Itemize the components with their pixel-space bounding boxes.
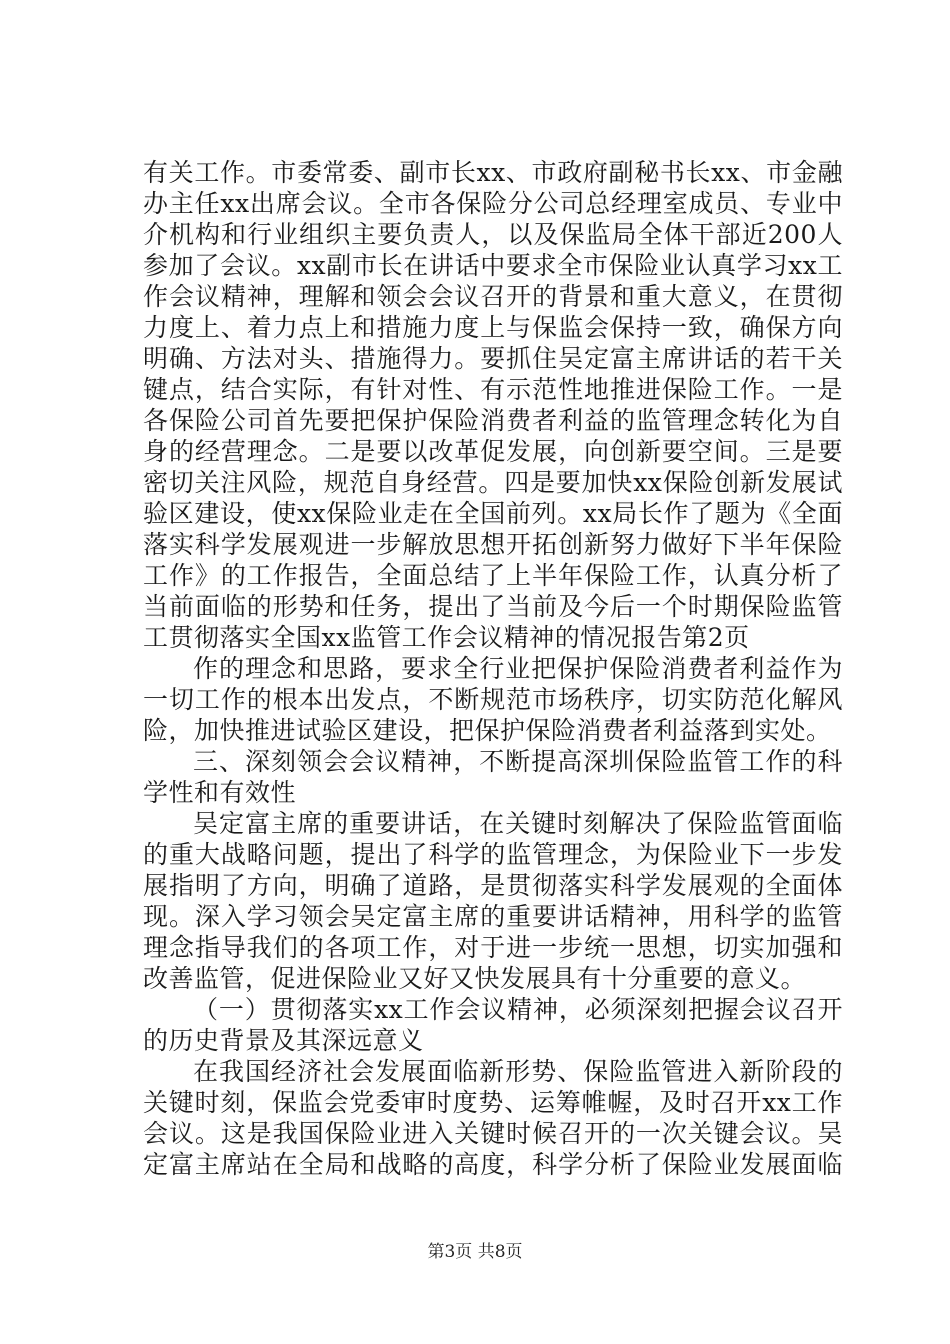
text-line: 改善监管，促进保险业又好又快发展具有十分重要的意义。: [143, 964, 807, 993]
text-line: 当前面临的形势和任务，提出了当前及今后一个时期保险监管: [143, 592, 843, 621]
subsection-heading-line: 的历史背景及其深远意义: [143, 1026, 424, 1055]
text-line: 键点，结合实际，有针对性、有示范性地推进保险工作。一是: [143, 375, 843, 404]
text-line: 工贯彻落实全国xx监管工作会议精神的情况报告第2页: [143, 623, 750, 652]
text-line: 身的经营理念。二是要以改革促发展，向创新要空间。三是要: [143, 437, 843, 466]
text-line: 险，加快推进试验区建设，把保护保险消费者利益落到实处。: [143, 716, 832, 745]
text-line: 展指明了方向，明确了道路，是贯彻落实科学发展观的全面体: [143, 871, 843, 900]
text-line: 作会议精神，理解和领会会议召开的背景和重大意义，在贯彻: [143, 282, 843, 311]
text-line: 有关工作。市委常委、副市长xx、市政府副秘书长xx、市金融: [143, 158, 843, 187]
section-heading-line: 学性和有效性: [143, 778, 297, 807]
text-line: 关键时刻，保监会党委审时度势、运筹帷幄，及时召开xx工作: [143, 1088, 843, 1117]
text-line: 参加了会议。xx副市长在讲话中要求全市保险业认真学习xx工: [143, 251, 843, 280]
text-line: 验区建设，使xx保险业走在全国前列。xx局长作了题为《全面: [143, 499, 843, 528]
text-line: 力度上、着力点上和措施力度上与保监会保持一致，确保方向: [143, 313, 843, 342]
page-footer: [0, 1241, 950, 1263]
text-line: 理念指导我们的各项工作，对于进一步统一思想，切实加强和: [143, 933, 843, 962]
text-line: 的重大战略问题，提出了科学的监管理念，为保险业下一步发: [143, 840, 843, 869]
text-line: 作的理念和思路，要求全行业把保护保险消费者利益作为: [193, 654, 843, 683]
text-line: 吴定富主席的重要讲话，在关键时刻解决了保险监管面临: [193, 809, 843, 838]
text-line: 会议。这是我国保险业进入关键时候召开的一次关键会议。吴: [143, 1119, 843, 1148]
text-line: 定富主席站在全局和战略的高度，科学分析了保险业发展面临: [143, 1150, 843, 1179]
text-line: 明确、方法对头、措施得力。要抓住吴定富主席讲话的若干关: [143, 344, 843, 373]
text-line: 介机构和行业组织主要负责人，以及保监局全体干部近200人: [143, 220, 843, 249]
document-body: [143, 157, 843, 1180]
page-number: 第3页 共8页: [427, 1242, 523, 1262]
text-line: 各保险公司首先要把保护保险消费者利益的监管理念转化为自: [143, 406, 843, 435]
text-line: 落实科学发展观进一步解放思想开拓创新努力做好下半年保险: [143, 530, 843, 559]
section-heading-line: 三、深刻领会会议精神，不断提高深圳保险监管工作的科: [193, 747, 843, 776]
text-line: 密切关注风险，规范自身经营。四是要加快xx保险创新发展试: [143, 468, 843, 497]
text-line: 在我国经济社会发展面临新形势、保险监管进入新阶段的: [193, 1057, 843, 1086]
text-line: 办主任xx出席会议。全市各保险分公司总经理室成员、专业中: [143, 189, 843, 218]
subsection-heading-line: （一）贯彻落实xx工作会议精神，必须深刻把握会议召开: [193, 995, 843, 1024]
text-line: 一切工作的根本出发点，不断规范市场秩序，切实防范化解风: [143, 685, 843, 714]
text-line: 现。深入学习领会吴定富主席的重要讲话精神，用科学的监管: [143, 902, 843, 931]
text-line: 工作》的工作报告，全面总结了上半年保险工作，认真分析了: [143, 561, 843, 590]
